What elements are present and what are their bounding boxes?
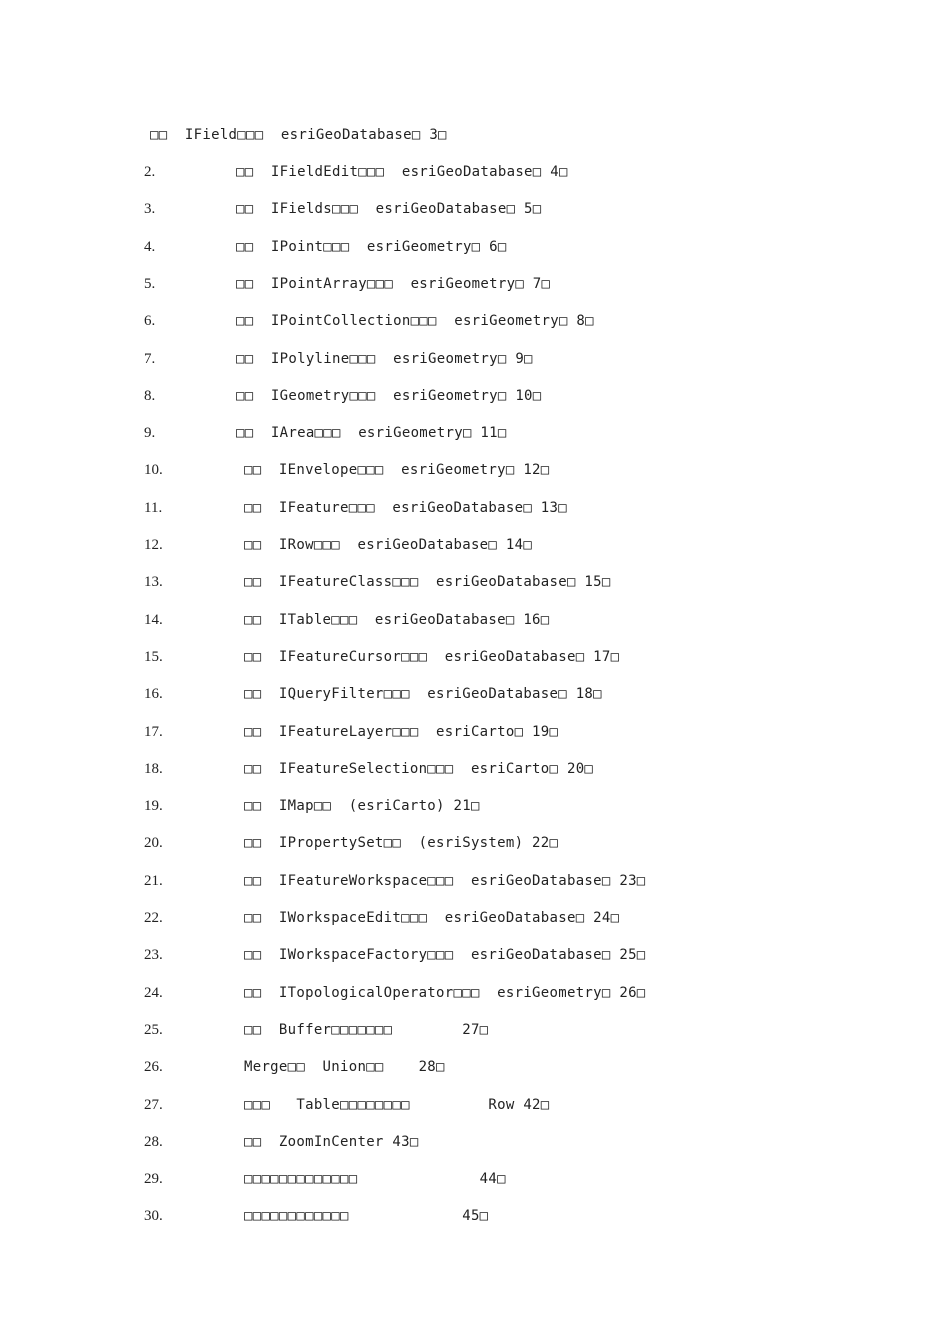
toc-entry	[144, 945, 646, 965]
toc-entry-number: 15.	[144, 648, 163, 665]
toc-entry-text: Merge□□ Union□□ 28□	[244, 1059, 445, 1076]
toc-entry-text: □□ IFeatureClass□□□ esriGeoDatabase□ 15□	[244, 574, 611, 591]
toc-entry	[144, 162, 568, 182]
toc-entry-number: 6.	[144, 313, 156, 330]
toc-entry-text: □□ IWorkspaceFactory□□□ esriGeoDatabase□ 25□	[244, 947, 646, 964]
toc-entry	[144, 1057, 445, 1077]
toc-entry-text: □□ IPointCollection□□□ esriGeometry□ 8□	[236, 313, 594, 330]
toc-entry-text: □□□□□□□□□□□□□ 44□	[244, 1171, 506, 1188]
toc-entry-number: 5.	[144, 275, 156, 292]
toc-entry-text: □□ IPointArray□□□ esriGeometry□ 7□	[236, 275, 551, 292]
toc-entry-number: 7.	[144, 350, 156, 367]
toc-entry-number: 8.	[144, 387, 156, 404]
toc-entry-text: □□ IFieldEdit□□□ esriGeoDatabase□ 4□	[236, 164, 568, 180]
toc-entry	[144, 386, 542, 406]
toc-entry	[144, 349, 533, 369]
toc-entry	[144, 1169, 506, 1189]
toc-entry	[144, 871, 646, 891]
toc-entry	[144, 572, 611, 592]
toc-entry-text: □□□ Table□□□□□□□□ Row 42□	[244, 1096, 550, 1113]
toc-entry-number: 16.	[144, 686, 163, 703]
toc-entry-number: 9.	[144, 425, 156, 442]
toc-entry	[144, 722, 558, 742]
toc-entry-text: □□ IFeatureLayer□□□ esriCarto□ 19□	[244, 723, 559, 740]
toc-entry	[144, 610, 550, 630]
toc-entry	[144, 199, 542, 219]
toc-entry-number: 29.	[144, 1171, 163, 1188]
toc-entry-text: □□ ITopologicalOperator□□□ esriGeometry□ 26□	[244, 984, 646, 1001]
toc-entry	[144, 759, 593, 779]
toc-entry	[144, 237, 507, 257]
toc-entry-text: □□□□□□□□□□□□ 45□	[244, 1208, 489, 1225]
toc-entry-number: 4.	[144, 238, 156, 255]
toc-entry-number: 14.	[144, 611, 163, 628]
toc-entry-number: 25.	[144, 1021, 163, 1038]
toc-entry	[144, 796, 480, 816]
toc-entry-number: 2.	[144, 164, 156, 180]
toc-entry-number: 17.	[144, 723, 163, 740]
toc-entry-text: □□ IFeatureSelection□□□ esriCarto□ 20□	[244, 760, 594, 777]
toc-entry-text: □□ IQueryFilter□□□ esriGeoDatabase□ 18□	[244, 686, 602, 703]
toc-entry-text: □□ IFeatureCursor□□□ esriGeoDatabase□ 17□	[244, 648, 620, 665]
toc-entry	[144, 1020, 488, 1040]
toc-entry-number: 30.	[144, 1208, 163, 1225]
toc-entry-text: □□ IRow□□□ esriGeoDatabase□ 14□	[244, 537, 533, 553]
toc-entry	[144, 647, 619, 667]
toc-entry	[144, 908, 619, 928]
toc-entry-text: □□ IFeature□□□ esriGeoDatabase□ 13□	[244, 499, 567, 516]
toc-entry-number: 12.	[144, 537, 163, 553]
toc-entry-number: 10.	[144, 462, 163, 479]
toc-entry	[144, 311, 594, 331]
toc-entry-number: 28.	[144, 1133, 163, 1150]
toc-entry-text: □□ IPropertySet□□ (esriSystem) 22□	[244, 835, 559, 852]
toc-entry-number: 20.	[144, 835, 163, 852]
toc-entry-text: □□ IMap□□ (esriCarto) 21□	[244, 798, 480, 815]
toc-entry	[144, 1132, 419, 1152]
toc-entry-number: 13.	[144, 574, 163, 591]
toc-entry-text: □□ ITable□□□ esriGeoDatabase□ 16□	[244, 611, 550, 628]
toc-entry-number: 18.	[144, 760, 163, 777]
toc-entry-number: 19.	[144, 798, 163, 815]
toc-entry-1	[150, 125, 447, 145]
toc-entry	[144, 833, 558, 853]
toc-entry	[144, 1206, 488, 1226]
toc-entry-text: □□ Buffer□□□□□□□ 27□	[244, 1021, 489, 1038]
toc-entry-text: □□ IWorkspaceEdit□□□ esriGeoDatabase□ 24□	[244, 910, 620, 926]
toc-entry	[144, 423, 507, 443]
toc-entry	[144, 460, 550, 480]
toc-entry-text: □□ IPoint□□□ esriGeometry□ 6□	[236, 238, 507, 255]
toc-entry-text: □□ IArea□□□ esriGeometry□ 11□	[236, 425, 507, 442]
toc-entry-text: □□ IFeatureWorkspace□□□ esriGeoDatabase□ 23□	[244, 872, 646, 889]
toc-entry-number: 26.	[144, 1059, 163, 1076]
toc-entry	[144, 1095, 550, 1115]
toc-entry-text: □□ IField□□□ esriGeoDatabase□ 3□	[150, 127, 447, 143]
toc-entry	[144, 274, 550, 294]
toc-entry-number: 22.	[144, 910, 163, 926]
toc-entry	[144, 535, 532, 555]
toc-entry-text: □□ IPolyline□□□ esriGeometry□ 9□	[236, 350, 533, 367]
toc-entry-number: 21.	[144, 872, 163, 889]
toc-entry-number: 27.	[144, 1096, 163, 1113]
toc-entry-text: □□ IEnvelope□□□ esriGeometry□ 12□	[244, 462, 550, 479]
toc-entry	[144, 983, 646, 1003]
toc-entry-number: 11.	[144, 499, 163, 516]
toc-entry-number: 23.	[144, 947, 163, 964]
toc-entry-number: 3.	[144, 201, 156, 218]
toc-entry	[144, 684, 602, 704]
toc-entry-text: □□ IGeometry□□□ esriGeometry□ 10□	[236, 387, 542, 404]
toc-entry	[144, 498, 567, 518]
toc-entry-text: □□ IFields□□□ esriGeoDatabase□ 5□	[236, 201, 542, 218]
toc-entry-number: 24.	[144, 984, 163, 1001]
toc-entry-text: □□ ZoomInCenter 43□	[244, 1133, 419, 1150]
